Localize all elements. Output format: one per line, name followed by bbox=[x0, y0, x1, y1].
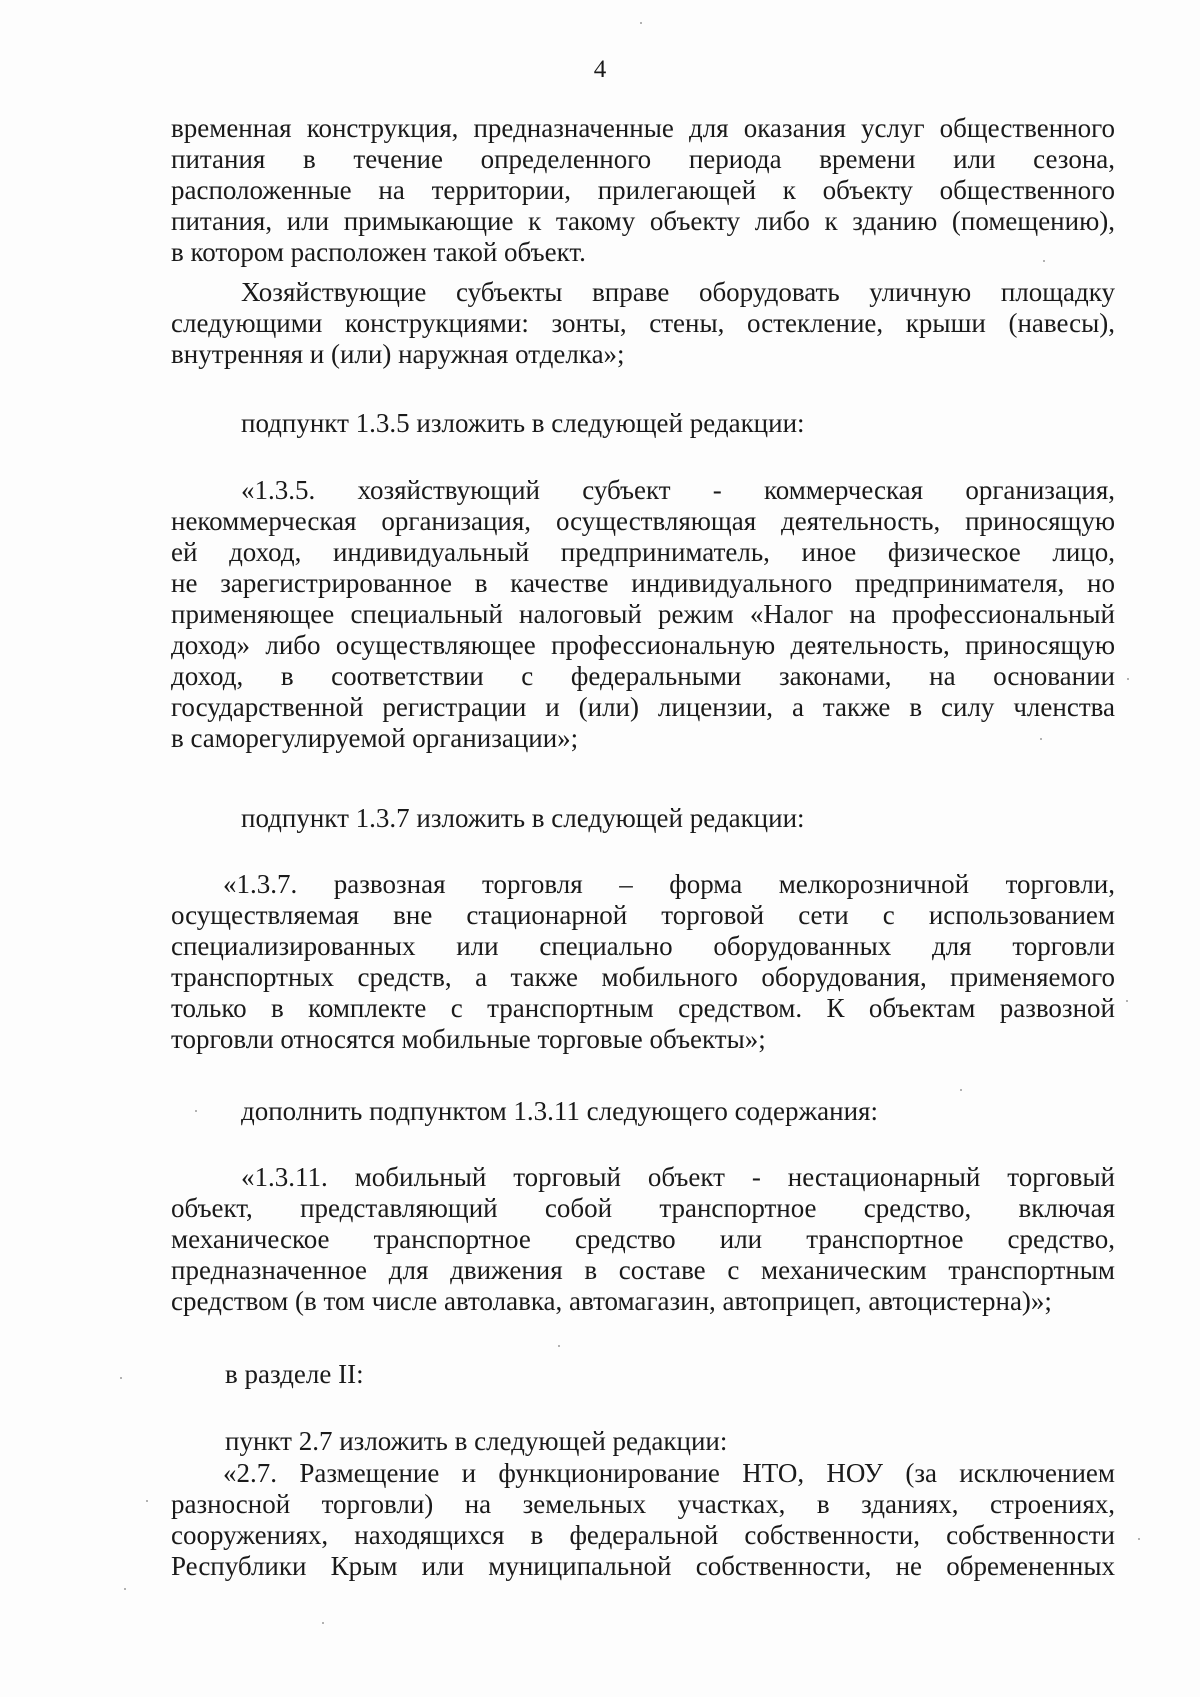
text-line: некоммерческая организация, осуществляющая деятельность, приносящую bbox=[171, 506, 1115, 536]
text-line: «2.7. Размещение и функционирование НТО, НОУ (за исключением bbox=[223, 1458, 1115, 1488]
text-line: торговли относятся мобильные торговые объекты»; bbox=[171, 1024, 766, 1054]
instruction-2-7: пункт 2.7 изложить в следующей редакции: bbox=[225, 1426, 728, 1456]
scan-speck bbox=[120, 1377, 122, 1379]
scan-speck bbox=[640, 22, 642, 24]
text-line: временная конструкция, предназначенные для оказания услуг общественного bbox=[171, 113, 1115, 143]
text-line: расположенные на территории, прилегающей к объекту общественного bbox=[171, 175, 1115, 205]
instruction-1-3-7: подпункт 1.3.7 изложить в следующей редакции: bbox=[241, 803, 805, 833]
text-line: в саморегулируемой организации»; bbox=[171, 723, 579, 753]
text-line: следующими конструкциями: зонты, стены, остекление, крыши (навесы), bbox=[171, 308, 1115, 338]
scan-speck bbox=[322, 1622, 324, 1624]
text-line: Хозяйствующие субъекты вправе оборудовать уличную площадку bbox=[241, 277, 1115, 307]
page-number: 4 bbox=[593, 56, 607, 83]
text-line: сооружениях, находящихся в федеральной собственности, собственности bbox=[171, 1520, 1115, 1550]
text-line: только в комплекте с транспортным средством. К объектам развозной bbox=[171, 993, 1115, 1023]
scan-speck bbox=[146, 1500, 148, 1502]
paragraph-1-3-7 bbox=[171, 869, 1115, 1055]
instruction-1-3-5: подпункт 1.3.5 изложить в следующей редакции: bbox=[241, 408, 805, 438]
text-line: доход» либо осуществляющее профессиональную деятельность, приносящую bbox=[171, 630, 1115, 660]
scan-speck bbox=[1126, 1000, 1128, 1002]
scan-speck bbox=[558, 1345, 560, 1347]
paragraph-continuation bbox=[171, 113, 1115, 268]
scan-speck bbox=[1138, 1538, 1140, 1540]
text-line: механическое транспортное средство или транспортное средство, bbox=[171, 1224, 1115, 1254]
scan-speck bbox=[124, 1588, 126, 1590]
instruction-1-3-11: дополнить подпунктом 1.3.11 следующего содержания: bbox=[241, 1096, 878, 1126]
text-line: разносной торговли) на земельных участках, в зданиях, строениях, bbox=[171, 1489, 1115, 1519]
text-line: объект, представляющий собой транспортное средство, включая bbox=[171, 1193, 1115, 1223]
text-line: предназначенное для движения в составе с механическим транспортным bbox=[171, 1255, 1115, 1285]
text-line: доход, в соответствии с федеральными законами, на основании bbox=[171, 661, 1115, 691]
paragraph-1-3-11 bbox=[171, 1162, 1115, 1317]
text-line: питания в течение определенного периода времени или сезона, bbox=[171, 144, 1115, 174]
scan-speck bbox=[195, 1110, 197, 1112]
scan-speck bbox=[960, 1089, 962, 1091]
section-ii-heading: в разделе II: bbox=[225, 1359, 364, 1389]
scan-speck bbox=[1040, 738, 1042, 740]
text-line: осуществляемая вне стационарной торговой сети с использованием bbox=[171, 900, 1115, 930]
scan-speck bbox=[1043, 260, 1045, 262]
text-line: «1.3.7. развозная торговля – форма мелкорозничной торговли, bbox=[223, 869, 1115, 899]
text-line: ей доход, индивидуальный предприниматель, иное физическое лицо, bbox=[171, 537, 1115, 567]
text-line: «1.3.5. хозяйствующий субъект - коммерческая организация, bbox=[241, 475, 1115, 505]
paragraph-2-7 bbox=[171, 1458, 1115, 1582]
text-line: Республики Крым или муниципальной собственности, не обремененных bbox=[171, 1551, 1115, 1581]
text-line: транспортных средств, а также мобильного оборудования, применяемого bbox=[171, 962, 1115, 992]
text-line: специализированных или специально оборудованных для торговли bbox=[171, 931, 1115, 961]
text-line: в котором расположен такой объект. bbox=[171, 237, 586, 267]
text-line: применяющее специальный налоговый режим «Налог на профессиональный bbox=[171, 599, 1115, 629]
text-line: не зарегистрированное в качестве индивидуального предпринимателя, но bbox=[171, 568, 1115, 598]
text-line: средством (в том числе автолавка, автомагазин, автоприцеп, автоцистерна)»; bbox=[171, 1286, 1052, 1316]
text-line: внутренняя и (или) наружная отделка»; bbox=[171, 339, 625, 369]
text-line: «1.3.11. мобильный торговый объект - нестационарный торговый bbox=[241, 1162, 1115, 1192]
text-line: государственной регистрации и (или) лицензии, а также в силу членства bbox=[171, 692, 1115, 722]
text-line: питания, или примыкающие к такому объекту либо к зданию (помещению), bbox=[171, 206, 1115, 236]
paragraph-1-3-5 bbox=[171, 475, 1115, 754]
scan-speck bbox=[1127, 678, 1129, 680]
paragraph-equipment bbox=[171, 277, 1115, 370]
